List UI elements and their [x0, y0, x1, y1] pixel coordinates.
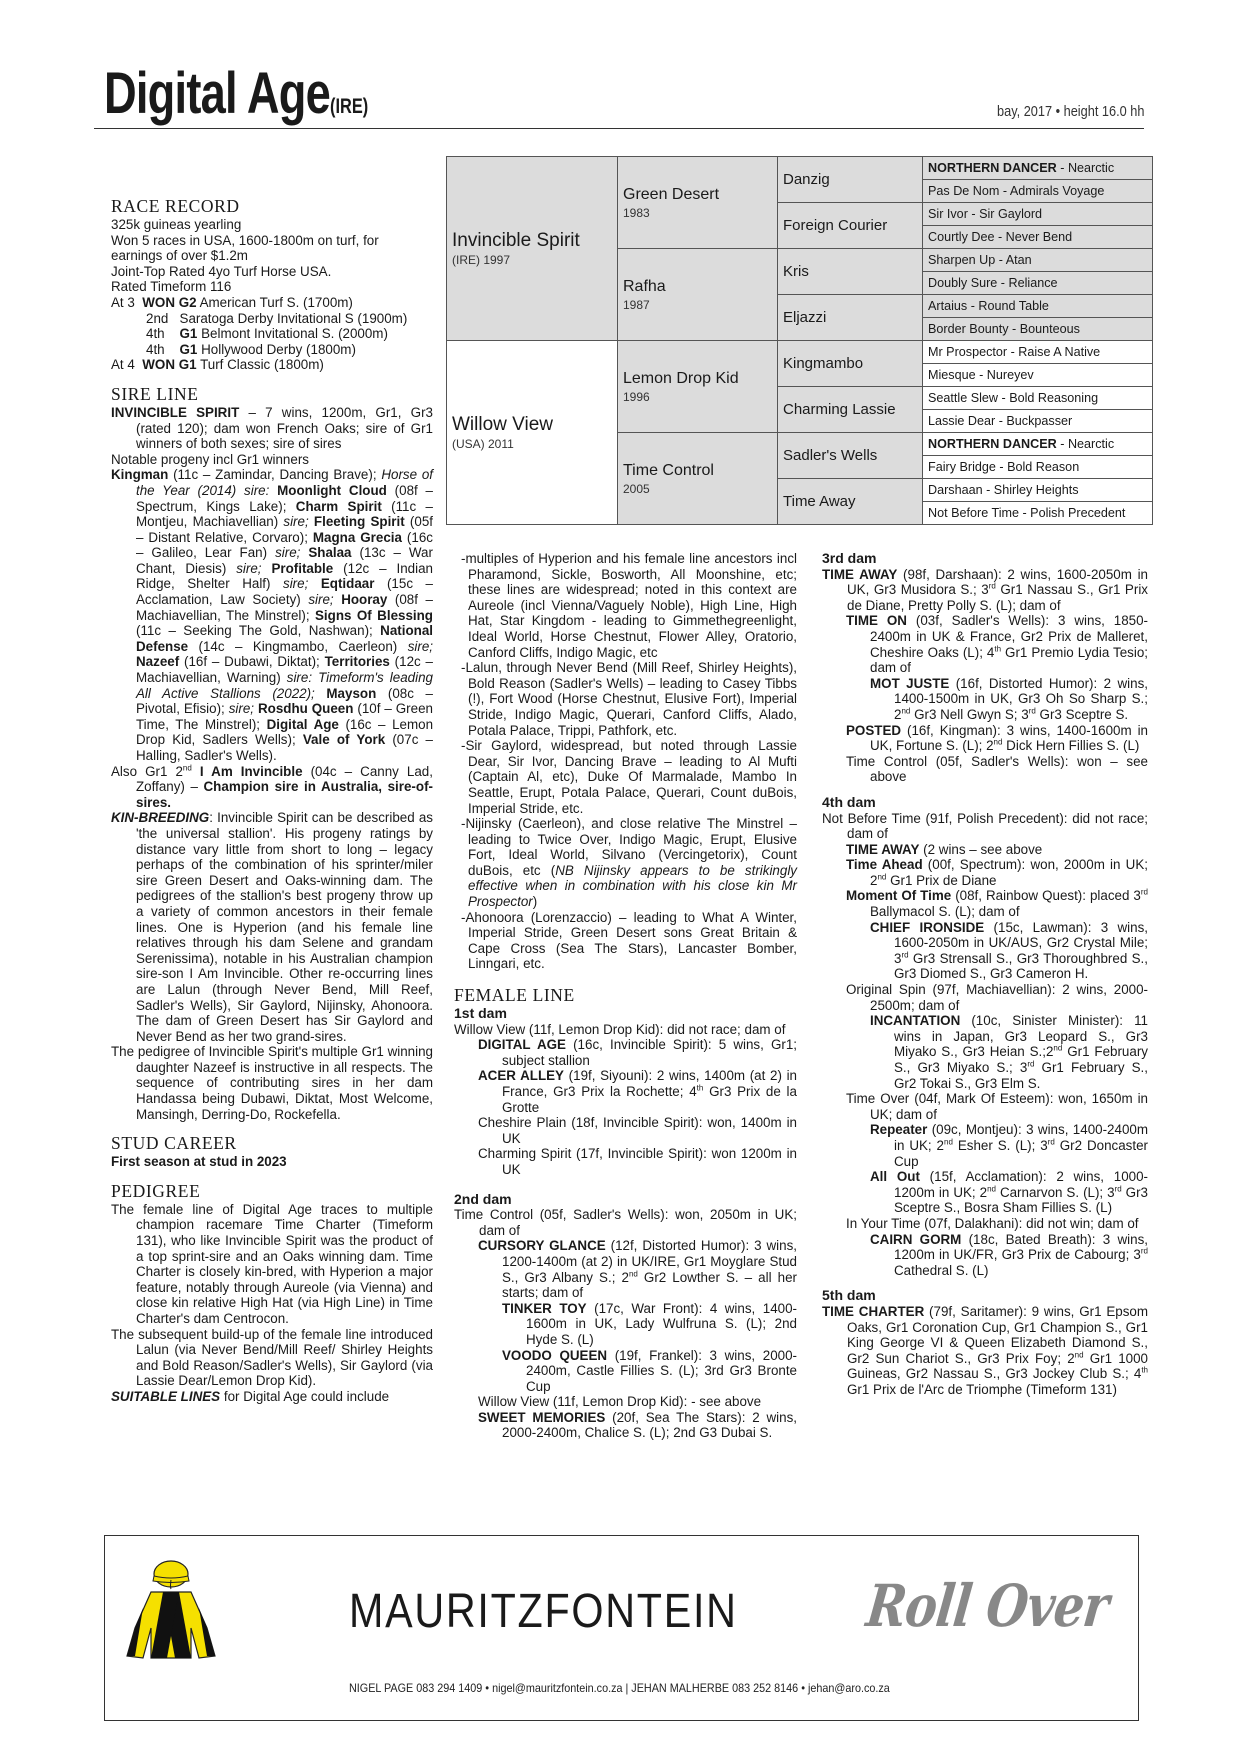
- progeny-entry: Willow View (11f, Lemon Drop Kid): did not race; dam of: [454, 1021, 786, 1037]
- progeny-entry: POSTED (16f, Kingman): 3 wins, 1400-1600m in UK, Fortune S. (L); 2nd Dick Hern Fillies S. (L): [846, 722, 1148, 754]
- header-divider: [94, 128, 1144, 129]
- horse-name-text: Digital Age: [104, 61, 331, 126]
- horse-origin: (IRE): [330, 95, 369, 118]
- pedigree-great-grandparent: [778, 341, 923, 387]
- progeny-entry: VOODO QUEEN (19f, Frankel): 3 wins, 2000-2400m, Castle Fillies S. (L); 3rd Gr3 Bronte Cup: [502, 1347, 797, 1394]
- pedigree-info: (IRE) 1997: [452, 253, 511, 267]
- race-result: 4th G1 Belmont Invitational S. (2000m): [146, 326, 388, 342]
- dam-3-section: [822, 551, 1148, 785]
- pedigree-name: Kris: [783, 263, 809, 280]
- dam-5-section: [822, 1288, 1148, 1397]
- pedigree-great-grandparent: [778, 249, 923, 295]
- suitable-line-item: -Lalun, through Never Bend (Mill Reef, Shirley Heights), Bold Reason (Sadler's Wells) – leading to Casey Tibbs (!), Fort Wood (Horse Chestnut, Elusive Fort), Imperial Stride, Indigo Magic, Querari, Canford Cliffs, Alado, Potala Palace, Trippi, Pathfork, etc.: [461, 660, 797, 738]
- brand-tagline: Roll Over: [863, 1572, 1112, 1640]
- pedigree-great-grandparent: [778, 387, 923, 433]
- brand-name: MAURITZFONTEIN: [349, 1585, 738, 1638]
- pedigree-info: 1983: [623, 206, 650, 220]
- pedigree-info: (USA) 2011: [452, 437, 514, 451]
- progeny-entry: Charming Spirit (17f, Invincible Spirit): won 1200m in UK: [478, 1146, 797, 1177]
- pedigree-ancestor: Sir Ivor - Sir Gaylord: [923, 203, 1153, 226]
- race-record-line: Won 5 races in USA, 1600-1800m on turf, for earnings of over $1.2m: [111, 232, 379, 264]
- progeny-entry: Time Over (04f, Mark Of Esteem): won, 1650m in UK; dam of: [846, 1091, 1148, 1122]
- progeny-entry: CHIEF IRONSIDE (15c, Lawman): 3 wins, 1600-2050m in UK/AUS, Gr2 Crystal Mile; 3rd Gr3 Strensall S., Gr3 Thoroughbred S., Gr3 Diomed S., Gr3 Cameron H.: [870, 919, 1148, 982]
- middle-column: [454, 551, 797, 1441]
- pedigree-great-grandparent: [778, 433, 923, 479]
- suitable-line-item: -Nijinsky (Caerleon), and close relative The Minstrel – leading to Twice Over, Indigo Magic, Erupt, Elusive Fort, Ideal World, Silvano (Vercingetorix), Count duBois, etc (NB Nijinsky appears to be strikingly effective when in combination with his close kin Mr Prospector): [461, 816, 797, 910]
- pedigree-grandparent: [618, 433, 778, 525]
- pedigree-name: Time Away: [783, 493, 856, 510]
- pedigree-great-grandparent: [778, 479, 923, 525]
- pedigree-ancestor: Border Bounty - Bounteous: [923, 318, 1153, 341]
- progeny-entry: TIME ON (03f, Sadler's Wells): 3 wins, 1850-2400m in UK & France, Gr2 Prix de Malleret, Cheshire Oaks (L); 4th Gr1 Premio Lydia Tesio; dam of: [846, 613, 1149, 676]
- pedigree-grandparent: [618, 157, 778, 249]
- jockey-silks-icon: [121, 1556, 221, 1661]
- progeny-entry: Cheshire Plain (18f, Invincible Spirit): won, 1400m in UK: [478, 1115, 797, 1146]
- pedigree-heading: PEDIGREE: [111, 1180, 201, 1201]
- pedigree-name: Invincible Spirit: [452, 230, 580, 251]
- pedigree-dam: [447, 341, 618, 525]
- nazeef-note: The pedigree of Invincible Spirit's multiple Gr1 winning daughter Nazeef is instructive in all respects. The sequence of contributing sires in her dam Handassa being Dubawi, Diktat, Most Welcome, Mansingh, Derring-Do, Rockefella.: [111, 1044, 433, 1122]
- race-result: At 4 WON G1 Turf Classic (1800m): [111, 357, 324, 373]
- pedigree-name: Foreign Courier: [783, 217, 888, 234]
- race-record-heading: RACE RECORD: [111, 196, 240, 216]
- progeny-entry: SWEET MEMORIES (20f, Sea The Stars): 2 wins, 2000-2400m, Chalice S. (L); 2nd G3 Dubai S.: [478, 1409, 797, 1441]
- pedigree-name: Kingmambo: [783, 355, 864, 372]
- progeny-entry: INCANTATION (10c, Sinister Minister): 11 wins in Japan, Gr3 Leopard S., Gr3 Miyako S., Gr3 Heian S.;2nd Gr1 February S., Gr3 Miyako S.; 3rd Gr1 February S., Gr2 Tokai S., Gr3 Elm S.: [870, 1013, 1148, 1091]
- pedigree-ancestor: Miesque - Nureyev: [923, 364, 1153, 387]
- race-result: 2nd Saratoga Derby Invitational S (1900m): [146, 310, 408, 326]
- suitable-lines-intro: SUITABLE LINES for Digital Age could include: [111, 1388, 390, 1404]
- progeny-entry: TIME CHARTER (79f, Saritamer): 9 wins, Gr1 Epsom Oaks, Gr1 Coronation Cup, Gr1 Champion S., Gr1 King George VI & Queen Elizabeth Diamond S., Gr2 Sun Chariot S., Gr3 Prix Foy; 2nd Gr1 1000 Guineas, Gr2 Nassau S., Gr3 Jockey Club S.; 4th Gr1 Prix de l'Arc de Triomphe (Timeform 131): [822, 1303, 1148, 1397]
- progeny-entry: DIGITAL AGE (16c, Invincible Spirit): 5 wins, Gr1; subject stallion: [478, 1037, 797, 1068]
- progeny-entry: All Out (15f, Acclamation): 2 wins, 1000-1200m in UK; 2nd Carnarvon S. (L); 3rd Gr3 Sceptre S., Bosra Sham Fillies S. (L): [870, 1169, 1149, 1216]
- pedigree-ancestor: Seattle Slew - Bold Reasoning: [923, 387, 1153, 410]
- progeny-entry: Repeater (09c, Montjeu): 3 wins, 1400-2400m in UK; 2nd Esher S. (L); 3rd Gr2 Doncaster Cup: [870, 1122, 1149, 1169]
- progeny-entry: Willow View (11f, Lemon Drop Kid): - see above: [478, 1394, 762, 1410]
- dam2-heading: 2nd dam: [454, 1190, 512, 1207]
- pedigree-ancestor: Mr Prospector - Raise A Native: [923, 341, 1153, 364]
- pedigree-ancestor: Pas De Nom - Admirals Voyage: [923, 180, 1153, 203]
- pedigree-ancestor: Sharpen Up - Atan: [923, 249, 1153, 272]
- suitable-line-item: -Sir Gaylord, widespread, but noted through Lassie Dear, Sir Ivor, Dancing Brave – leading to Al Mufti (Captain Al, etc), Duke Of Marmalade, Mambo In Seattle, Erupt, Potala Palace, Querari, Count duBois, Imperial Stride, etc.: [461, 738, 797, 816]
- pedigree-row: [447, 157, 1153, 180]
- dam1-heading: 1st dam: [454, 1005, 507, 1022]
- stud-career-heading: STUD CAREER: [111, 1133, 237, 1154]
- progeny-note: Also Gr1 2nd I Am Invincible (04c – Canny Lad, Zoffany) – Champion sire in Australia, sire-of-sires.: [111, 763, 433, 810]
- pedigree-name: Danzig: [783, 171, 830, 188]
- pedigree-ancestor: Courtly Dee - Never Bend: [923, 226, 1153, 249]
- pedigree-ancestor: Doubly Sure - Reliance: [923, 272, 1153, 295]
- suitable-lines: [454, 551, 797, 972]
- progeny-entry: TINKER TOY (17c, War Front): 4 wins, 1400-1600m in UK, Lady Wulfruna S. (L); 2nd Hyde S. (L): [502, 1300, 797, 1347]
- pedigree-grandparent: [618, 341, 778, 433]
- pedigree-ancestor: NORTHERN DANCER - Nearctic: [923, 157, 1153, 180]
- stud-career-text: First season at stud in 2023: [111, 1154, 287, 1170]
- sire-line-heading: SIRE LINE: [111, 383, 199, 404]
- pedigree-name: Charming Lassie: [783, 401, 896, 418]
- progeny-entry: Moment Of Time (08f, Rainbow Quest): placed 3rd Ballymacol S. (L); dam of: [846, 888, 1149, 920]
- pedigree-ancestor: Darshaan - Shirley Heights: [923, 479, 1153, 502]
- suitable-line-item: -multiples of Hyperion and his female line ancestors incl Pharamond, Sickle, Bosworth, All Moonshine, etc; these lines are widespread; noted in this context are Aureole (incl Vienna/Vaguely Noble), High Line, High Hat, Star Kingdom - leading to Gimmethegreenlight, Ideal World, Horse Chestnut, Flower Alley, Oratorio, Canford Cliffs, Indigo Magic, etc: [461, 551, 797, 660]
- pedigree-note: The female line of Digital Age traces to multiple champion racemare Time Charter (Timeform 131), who like Invincible Spirit was the product of a top sprint-sire and an Oaks winning dam. Time Charter is closely kin-bred, with Hyperion a major feature, notably through Aureole (via Vienna) and close kin relative High Hat (via High Line) in Time Charter's dam Centrocon.: [111, 1201, 433, 1326]
- pedigree-name: Willow View: [452, 414, 554, 435]
- horse-name: [104, 60, 368, 127]
- progeny-entry: Time Control (05f, Sadler's Wells): won, 2050m in UK; dam of: [454, 1207, 797, 1238]
- progeny-entry: Time Control (05f, Sadler's Wells): won – see above: [846, 753, 1148, 785]
- dam-2-section: [454, 1192, 797, 1442]
- progeny-intro: Notable progeny incl Gr1 winners: [111, 451, 309, 467]
- pedigree-great-grandparent: [778, 295, 923, 341]
- progeny-entry: Not Before Time (91f, Polish Precedent): did not race; dam of: [822, 810, 1148, 842]
- progeny-list: Kingman (11c – Zamindar, Dancing Brave); Horse of the Year (2014) sire: Moonlight Cloud (08f – Spectrum, Kings Lake); Charm Spirit (11c – Montjeu, Machiavellian) sire; Fleeting Spirit (05f – Distant Relative, Corvaro); Magna Grecia (16c – Galileo, Lear Fan) sire; Shalaa (13c – War Chant, Diesis) sire; Profitable (12c – Indian Ridge, Shelter Half) sire; Eqtidaar (15c – Acclamation, Law Society) sire; Hooray (08f – Machiavellian, The Minstrel); Signs Of Blessing (11c – Seeking The Gold, Nashwan); National Defense (14c – Kingmambo, Caerleon) sire; Nazeef (16f – Dubawi, Diktat); Territories (12c – Machiavellian, Warning) sire: Timeform's leading All Active Stallions (2022); Mayson (08c – Pivotal, Efisio); sire; Rosdhu Queen (10f – Green Time, The Minstrel); Digital Age (16c – Lemon Drop Kid, Sadlers Wells); Vale of York (07c – Halling, Sadler's Wells).: [111, 467, 434, 763]
- progeny-entry: Original Spin (97f, Machiavellian): 2 wins, 2000-2500m; dam of: [846, 982, 1148, 1013]
- pedigree-ancestor: Lassie Dear - Buckpasser: [923, 410, 1153, 433]
- contact-details: NIGEL PAGE 083 294 1409 • nigel@mauritzfontein.co.za | JEHAN MALHERBE 083 252 8146 • jehan@aro.co.za: [349, 1681, 890, 1695]
- pedigree-info: 2005: [623, 482, 650, 496]
- pedigree-name: Rafha: [623, 278, 666, 295]
- dam5-heading: 5th dam: [822, 1287, 876, 1304]
- race-record-line: Rated Timeform 116: [111, 279, 232, 295]
- pedigree-name: Green Desert: [623, 186, 720, 203]
- progeny-entry: Time Ahead (00f, Spectrum): won, 2000m in UK; 2nd Gr1 Prix de Diane: [846, 857, 1148, 888]
- race-record-line: Joint-Top Rated 4yo Turf Horse USA.: [111, 263, 332, 279]
- pedigree-ancestor: Not Before Time - Polish Precedent: [923, 502, 1153, 525]
- kin-breeding-note: KIN-BREEDING: Invincible Spirit can be described as 'the universal stallion'. His progeny ratings by distance vary little from short to long – legacy perhaps of the combination of his sprinter/miler sire Green Desert and Oaks-winning dam. The pedigrees of the stallion's best progeny throw up a variety of common ancestors in their female lines. One is Hyperion (and his female line relatives through his dam Selene and grandam Serenissima), notable in his Australian champion sire-son I Am Invincible. Other re-occurring lines are Lalun (through Never Bend, Mill Reef, Sadler's Wells), Sir Gaylord, Nijinsky, Ahonoora. The dam of Green Desert has Sir Gaylord and Never Bend as her two grand-sires.: [111, 810, 433, 1044]
- pedigree-info: 1987: [623, 298, 650, 312]
- pedigree-note: The subsequent build-up of the female line introduced Lalun (via Never Bend/Mill Reef/ Shirley Heights and Bold Reason/Sadler's Wells), Sir Gaylord (via Lassie Dear/Lemon Drop Kid).: [111, 1326, 433, 1389]
- pedigree-name: Lemon Drop Kid: [623, 370, 739, 387]
- race-result: 4th G1 Hollywood Derby (1800m): [146, 341, 356, 357]
- left-column: [111, 197, 433, 1405]
- progeny-entry: ACER ALLEY (19f, Siyouni): 2 wins, 1400m (at 2) in France, Gr3 Prix la Rochette; 4th Gr3 Prix de la Grotte: [478, 1068, 797, 1115]
- pedigree-ancestor: Fairy Bridge - Bold Reason: [923, 456, 1153, 479]
- sire-summary: INVINCIBLE SPIRIT – 7 wins, 1200m, Gr1, Gr3 (rated 120); dam won French Oaks; sire of Gr1 winners of both sexes; sire of sires: [111, 404, 433, 452]
- pedigree-great-grandparent: [778, 157, 923, 203]
- pedigree-name: Eljazzi: [783, 309, 827, 326]
- horse-meta: bay, 2017 • height 16.0 hh: [996, 103, 1144, 120]
- pedigree-table: [446, 156, 1153, 525]
- pedigree-name: Sadler's Wells: [783, 447, 878, 464]
- dam-4-section: [822, 795, 1148, 1278]
- race-record-lines: [111, 217, 433, 295]
- progeny-entry: TIME AWAY (98f, Darshaan): 2 wins, 1600-2050m in UK, Gr3 Musidora S.; 3rd Gr1 Nassau S., Gr1 Prix de Diane, Pretty Polly S. (L); dam of: [822, 566, 1148, 613]
- footer-banner: [104, 1535, 1139, 1721]
- pedigree-sire: [447, 157, 618, 341]
- pedigree-ancestor: Artaius - Round Table: [923, 295, 1153, 318]
- dam-1-section: [454, 1006, 797, 1178]
- progeny-entry: In Your Time (07f, Dalakhani): did not win; dam of: [846, 1215, 1139, 1231]
- pedigree-great-grandparent: [778, 203, 923, 249]
- suitable-line-item: -Ahonoora (Lorenzaccio) – leading to What A Winter, Imperial Stride, Green Desert sons Great Britain & Cape Cross (Sea The Stars), Lancaster Bomber, Linngari, etc.: [461, 909, 797, 972]
- dam3-heading: 3rd dam: [822, 550, 877, 566]
- progeny-entry: MOT JUSTE (16f, Distorted Humor): 2 wins, 1400-1500m in UK, Gr3 Oh So Sharp S.; 2nd Gr3 Nell Gwyn S; 3rd Gr3 Sceptre S.: [870, 675, 1148, 722]
- progeny-entry: CAIRN GORM (18c, Bated Breath): 3 wins, 1200m in UK/FR, Gr3 Prix de Cabourg; 3rd Cathedral S. (L): [870, 1231, 1149, 1278]
- pedigree-name: Time Control: [623, 462, 714, 479]
- pedigree-info: 1996: [623, 390, 650, 404]
- progeny-entry: CURSORY GLANCE (12f, Distorted Humor): 3 wins, 1200-1400m (at 2) in UK/IRE, Gr1 Moyglare Stud S., Gr3 Albany S.; 2nd Gr2 Lowther S. – all her starts; dam of: [478, 1238, 797, 1301]
- pedigree-ancestor: NORTHERN DANCER - Nearctic: [923, 433, 1153, 456]
- dam4-heading: 4th dam: [822, 793, 876, 810]
- pedigree-row: [447, 341, 1153, 364]
- progeny-entry: TIME AWAY (2 wins – see above: [846, 841, 1043, 857]
- female-line-heading: FEMALE LINE: [454, 985, 575, 1006]
- race-record-line: 325k guineas yearling: [111, 217, 242, 232]
- right-column: [822, 551, 1148, 1397]
- race-result: At 3 WON G2 American Turf S. (1700m): [111, 294, 353, 310]
- pedigree-grandparent: [618, 249, 778, 341]
